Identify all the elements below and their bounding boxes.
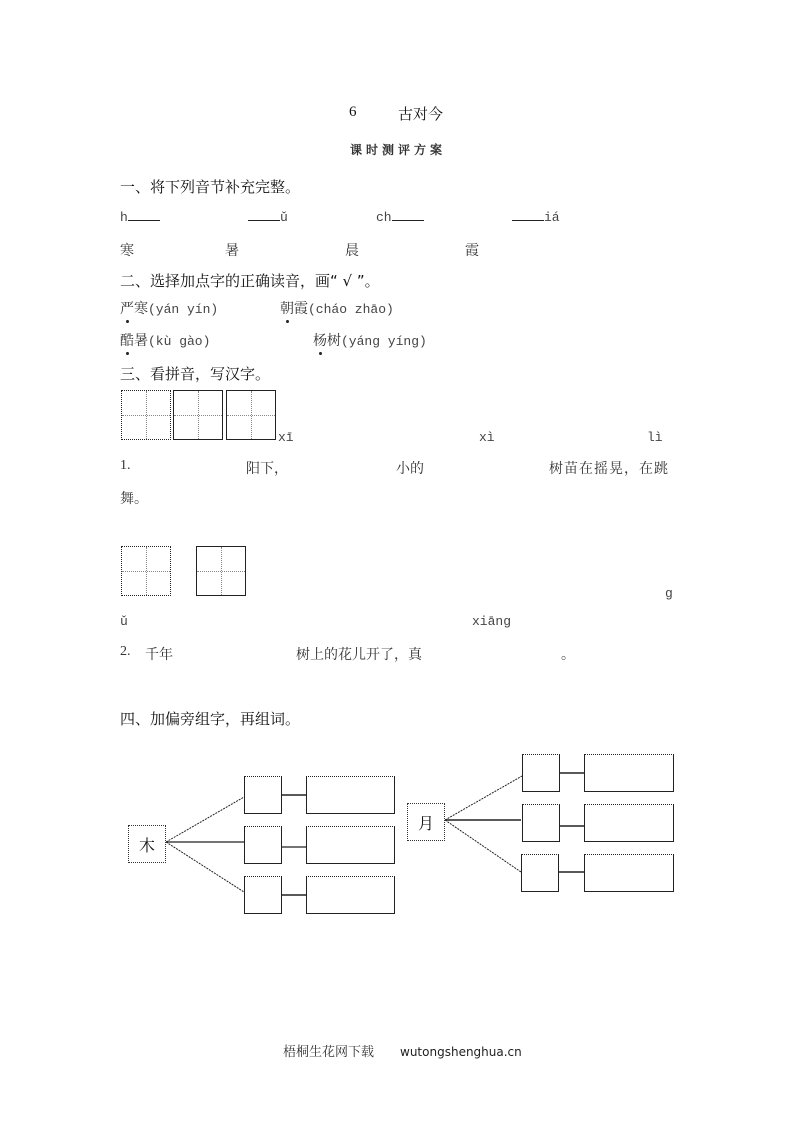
word-box[interactable] xyxy=(584,854,674,892)
q2-part-1: 千年 xyxy=(145,647,173,663)
section2-heading: 二、选择加点字的正确读音，画“ √ ”。 xyxy=(120,272,380,290)
word-rest: 暑 xyxy=(134,333,148,349)
pinyin-xiang: xiāng xyxy=(472,614,512,629)
reading-options[interactable]: (yán yín) xyxy=(148,302,219,317)
root-char-yue: 月 xyxy=(407,803,445,841)
pinyin-xi4: xì xyxy=(479,430,495,445)
char-han: 寒 xyxy=(120,243,134,259)
syllable-suffix: ǔ xyxy=(280,210,288,225)
word-box[interactable] xyxy=(584,754,674,792)
radical-box[interactable] xyxy=(522,754,560,792)
pinyin-u3: ǔ xyxy=(120,614,128,629)
radical-box[interactable] xyxy=(244,876,282,914)
lesson-number: 6 xyxy=(349,104,357,120)
word-box[interactable] xyxy=(306,776,395,814)
section4-heading: 四、加偏旁组字，再组词。 xyxy=(120,710,301,728)
word-box[interactable] xyxy=(584,804,674,842)
radical-box[interactable] xyxy=(522,804,560,842)
pinyin-li4: lì xyxy=(647,430,663,445)
reading-options[interactable]: (yáng yíng) xyxy=(341,334,427,349)
q1-part-2: 小的 xyxy=(396,461,424,477)
pinyin-xi1: xī xyxy=(278,430,294,445)
radical-box[interactable] xyxy=(244,826,282,864)
subtitle: 课时测评方案 xyxy=(350,143,447,157)
reading-options[interactable]: (cháo zhāo) xyxy=(308,302,394,317)
dotted-char: 严 xyxy=(120,298,134,318)
word-rest: 树 xyxy=(327,333,341,349)
q1-continuation: 舞。 xyxy=(120,491,148,507)
lesson-title: 古对今 xyxy=(398,105,444,123)
radical-box[interactable] xyxy=(244,776,282,814)
dotted-char: 杨 xyxy=(313,330,327,350)
syllable-prefix: h xyxy=(120,210,128,225)
syllable-suffix: iá xyxy=(544,210,560,225)
footer-site-name: 梧桐生花网下载 xyxy=(283,1044,375,1059)
q2-number: 2. xyxy=(120,644,131,659)
q2-part-2: 树上的花儿开了，真 xyxy=(296,647,422,663)
q1-part-1: 阳下， xyxy=(246,461,288,477)
word-rest: 寒 xyxy=(134,301,148,317)
reading-options[interactable]: (kù gào) xyxy=(148,334,211,349)
dotted-char: 朝 xyxy=(280,298,294,318)
root-char-mu: 木 xyxy=(128,825,166,863)
char-shu: 暑 xyxy=(225,243,239,259)
q1-part-3: 树苗在摇晃，在跳 xyxy=(549,461,669,477)
footer xyxy=(283,1041,522,1060)
word-box[interactable] xyxy=(306,826,395,864)
footer-url[interactable]: wutongshenghua.cn xyxy=(400,1045,522,1059)
word-box[interactable] xyxy=(306,876,395,914)
q2-part-3: 。 xyxy=(561,647,575,663)
dotted-char: 酷 xyxy=(120,330,134,350)
pinyin-tail: g xyxy=(665,586,673,601)
syllable-prefix: ch xyxy=(376,210,392,225)
section1-heading: 一、将下列音节补充完整。 xyxy=(120,178,301,196)
word-rest: 霞 xyxy=(294,301,308,317)
section3-heading: 三、看拼音，写汉字。 xyxy=(120,365,271,383)
char-xia: 霞 xyxy=(465,243,479,259)
q1-number: 1. xyxy=(120,458,131,473)
char-chen: 晨 xyxy=(345,243,359,259)
radical-box[interactable] xyxy=(521,854,559,892)
